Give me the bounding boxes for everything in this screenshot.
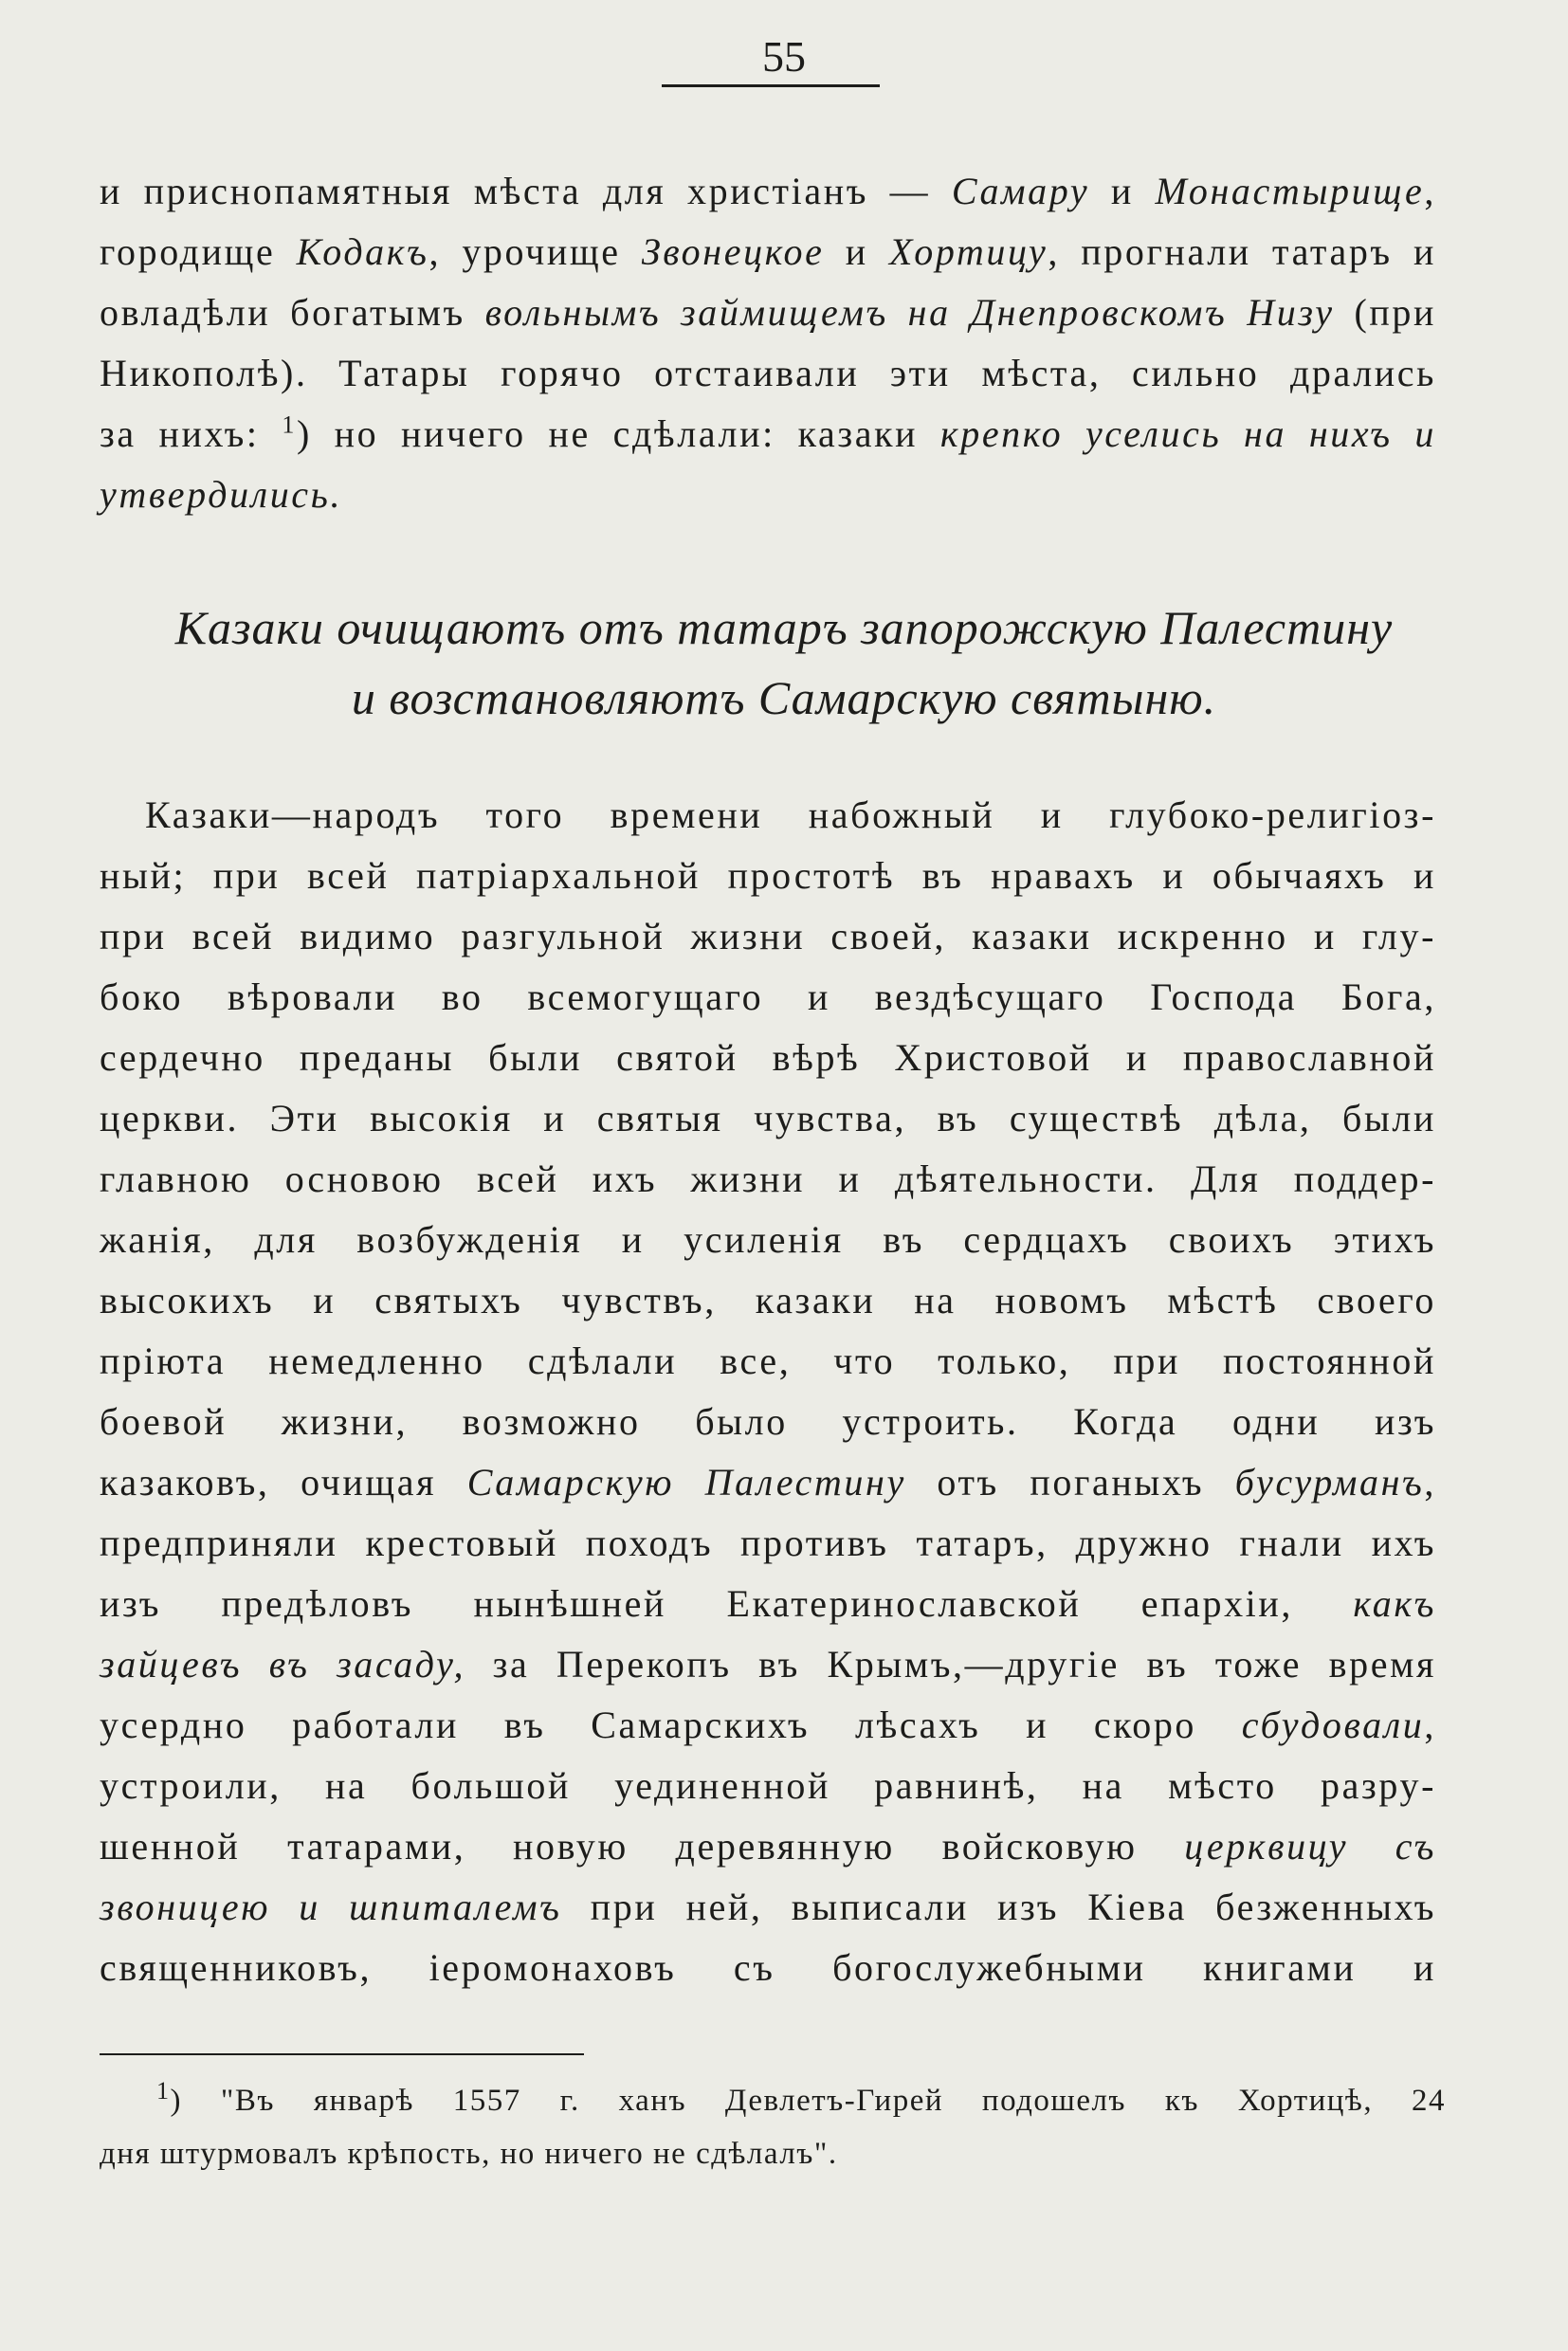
main-paragraph-line (100, 846, 1436, 906)
footnote-text-1: ) "Въ январѣ 1557 г. ханъ Девлетъ-Гирей подошелъ къ Хортицѣ, 24 (170, 2084, 1446, 2118)
main-paragraph-line (100, 967, 1436, 1028)
text-segment: казаковъ, очищая (100, 1461, 467, 1504)
text-segment: отъ поганыхъ (905, 1461, 1235, 1504)
footnote-rule (100, 2053, 584, 2055)
italic-text: звоницею и шпиталемъ (100, 1886, 562, 1928)
text-segment: ный; при всей патріархальной простотѣ въ нравахъ и обычаяхъ и (100, 854, 1436, 897)
text-segment: и (1089, 170, 1156, 212)
section-heading-line-1: Казаки очищаютъ отъ татаръ запорожскую Палестину (174, 601, 1394, 654)
main-paragraph (100, 785, 1436, 1998)
text-segment: при всей видимо разгульной жизни своей, казаки искренно и глу- (100, 915, 1436, 957)
page-number-rule (662, 84, 880, 87)
text-segment: , прогнали татаръ и (1048, 230, 1436, 273)
main-paragraph-line (100, 1877, 1436, 1938)
opening-paragraph-line (100, 404, 1436, 465)
text-segment: священниковъ, іеромонаховъ съ богослужебными книгами и (100, 1946, 1436, 1989)
main-paragraph-line (100, 1270, 1436, 1331)
italic-text: утвердились. (100, 473, 343, 516)
text-segment: , (1424, 1461, 1436, 1504)
text-segment: овладѣли богатымъ (100, 291, 485, 334)
text-segment: (при (1334, 291, 1437, 334)
italic-text: сбудовали (1241, 1704, 1425, 1746)
main-paragraph-line (100, 1149, 1436, 1210)
opening-paragraph-line (100, 343, 1436, 404)
page-number: 55 (762, 32, 806, 81)
text-segment: боевой жизни, возможно было устроить. Когда одни изъ (100, 1400, 1436, 1443)
italic-text: вольнымъ займищемъ на Днепровскомъ Низу (484, 291, 1335, 334)
text-segment: сердечно преданы были святой вѣрѣ Христовой и православной (100, 1036, 1436, 1079)
italic-text: Самару (951, 170, 1090, 212)
text-segment: усердно работали въ Самарскихъ лѣсахъ и скоро (100, 1704, 1242, 1746)
main-paragraph-line (100, 1392, 1436, 1452)
italic-text: какъ (1353, 1582, 1436, 1625)
text-segment: высокихъ и святыхъ чувствъ, казаки на новомъ мѣстѣ своего (100, 1279, 1436, 1321)
main-paragraph-line (100, 1513, 1436, 1574)
text-segment: и приснопамятныя мѣста для христіанъ — (100, 170, 952, 212)
main-paragraph-line (100, 1574, 1436, 1634)
text-segment: главною основою всей ихъ жизни и дѣятельности. Для поддер- (100, 1157, 1436, 1200)
text-segment: , (1424, 170, 1436, 212)
italic-text: зайцевъ въ засаду, (100, 1643, 466, 1686)
main-paragraph-line (100, 1816, 1436, 1877)
text-segment: церкви. Эти высокія и святыя чувства, въ существѣ дѣла, были (100, 1097, 1436, 1139)
text-segment: устроили, на большой уединенной равнинѣ, на мѣсто разру- (100, 1764, 1436, 1807)
text-segment: предприняли крестовый походъ противъ татаръ, дружно гнали ихъ (100, 1522, 1436, 1564)
italic-text: Самарскую Палестину (466, 1461, 906, 1504)
text-segment: изъ предѣловъ нынѣшней Екатеринославской епархіи, (100, 1582, 1354, 1625)
main-paragraph-line (100, 1028, 1436, 1088)
main-paragraph-line (100, 1938, 1436, 1998)
text-segment: , (1424, 1704, 1436, 1746)
text-segment: ) но ничего не сдѣлали: казаки (296, 412, 940, 455)
italic-text: Кодакъ (296, 230, 429, 273)
text-segment: пріюта немедленно сдѣлали все, что только, при постоянной (100, 1340, 1436, 1382)
main-paragraph-line (100, 1695, 1436, 1756)
text-segment: шенной татарами, новую деревянную войсковую (100, 1825, 1185, 1868)
main-paragraph-line (100, 1210, 1436, 1270)
main-paragraph-line (100, 1756, 1436, 1816)
text-segment: Никополѣ). Татары горячо отстаивали эти мѣста, сильно дрались (100, 352, 1436, 394)
opening-paragraph-line (100, 282, 1436, 343)
italic-text: крепко уселись на нихъ и (939, 412, 1436, 455)
opening-paragraph (100, 161, 1436, 525)
footnote-marker: 1 (156, 2077, 171, 2105)
main-paragraph-line (100, 906, 1436, 967)
italic-text: Монастырище (1155, 170, 1425, 212)
text-segment: боко вѣровали во всемогущаго и вездѣсущаго Господа Бога, (100, 975, 1436, 1018)
footnote (100, 2074, 1446, 2180)
italic-text: бусурманъ (1234, 1461, 1425, 1504)
italic-text: церквицу съ (1184, 1825, 1436, 1868)
text-segment: при ней, выписали изъ Кіева безженныхъ (561, 1886, 1437, 1928)
section-heading (100, 592, 1468, 733)
text-segment: за Перекопъ въ Крымъ,—другіе въ тоже время (465, 1643, 1436, 1686)
italic-text: Хортицу (888, 230, 1048, 273)
footnote-line-2: дня штурмовалъ крѣпость, но ничего не сдѣлалъ". (100, 2137, 838, 2171)
main-paragraph-line (100, 785, 1436, 846)
text-segment: за нихъ: (100, 412, 283, 455)
opening-paragraph-line (100, 161, 1436, 222)
text-segment: и (824, 230, 889, 273)
section-heading-line-2: и возстановляютъ Самарскую святыню. (351, 671, 1217, 724)
text-segment: городище (100, 230, 297, 273)
footnote-line-1 (100, 2074, 1446, 2127)
main-paragraph-line (100, 1331, 1436, 1392)
main-paragraph-line (100, 1634, 1436, 1695)
opening-paragraph-line (100, 465, 1436, 525)
footnote-reference: 1 (282, 410, 297, 439)
opening-paragraph-line (100, 222, 1436, 282)
main-paragraph-line (100, 1452, 1436, 1513)
text-segment: жанія, для возбужденія и усиленія въ сердцахъ своихъ этихъ (100, 1218, 1436, 1261)
italic-text: Звонецкое (641, 230, 825, 273)
main-paragraph-line (100, 1088, 1436, 1149)
text-segment: , урочище (428, 230, 642, 273)
text-segment: Казаки—народъ того времени набожный и глубоко-религіоз- (145, 793, 1436, 836)
